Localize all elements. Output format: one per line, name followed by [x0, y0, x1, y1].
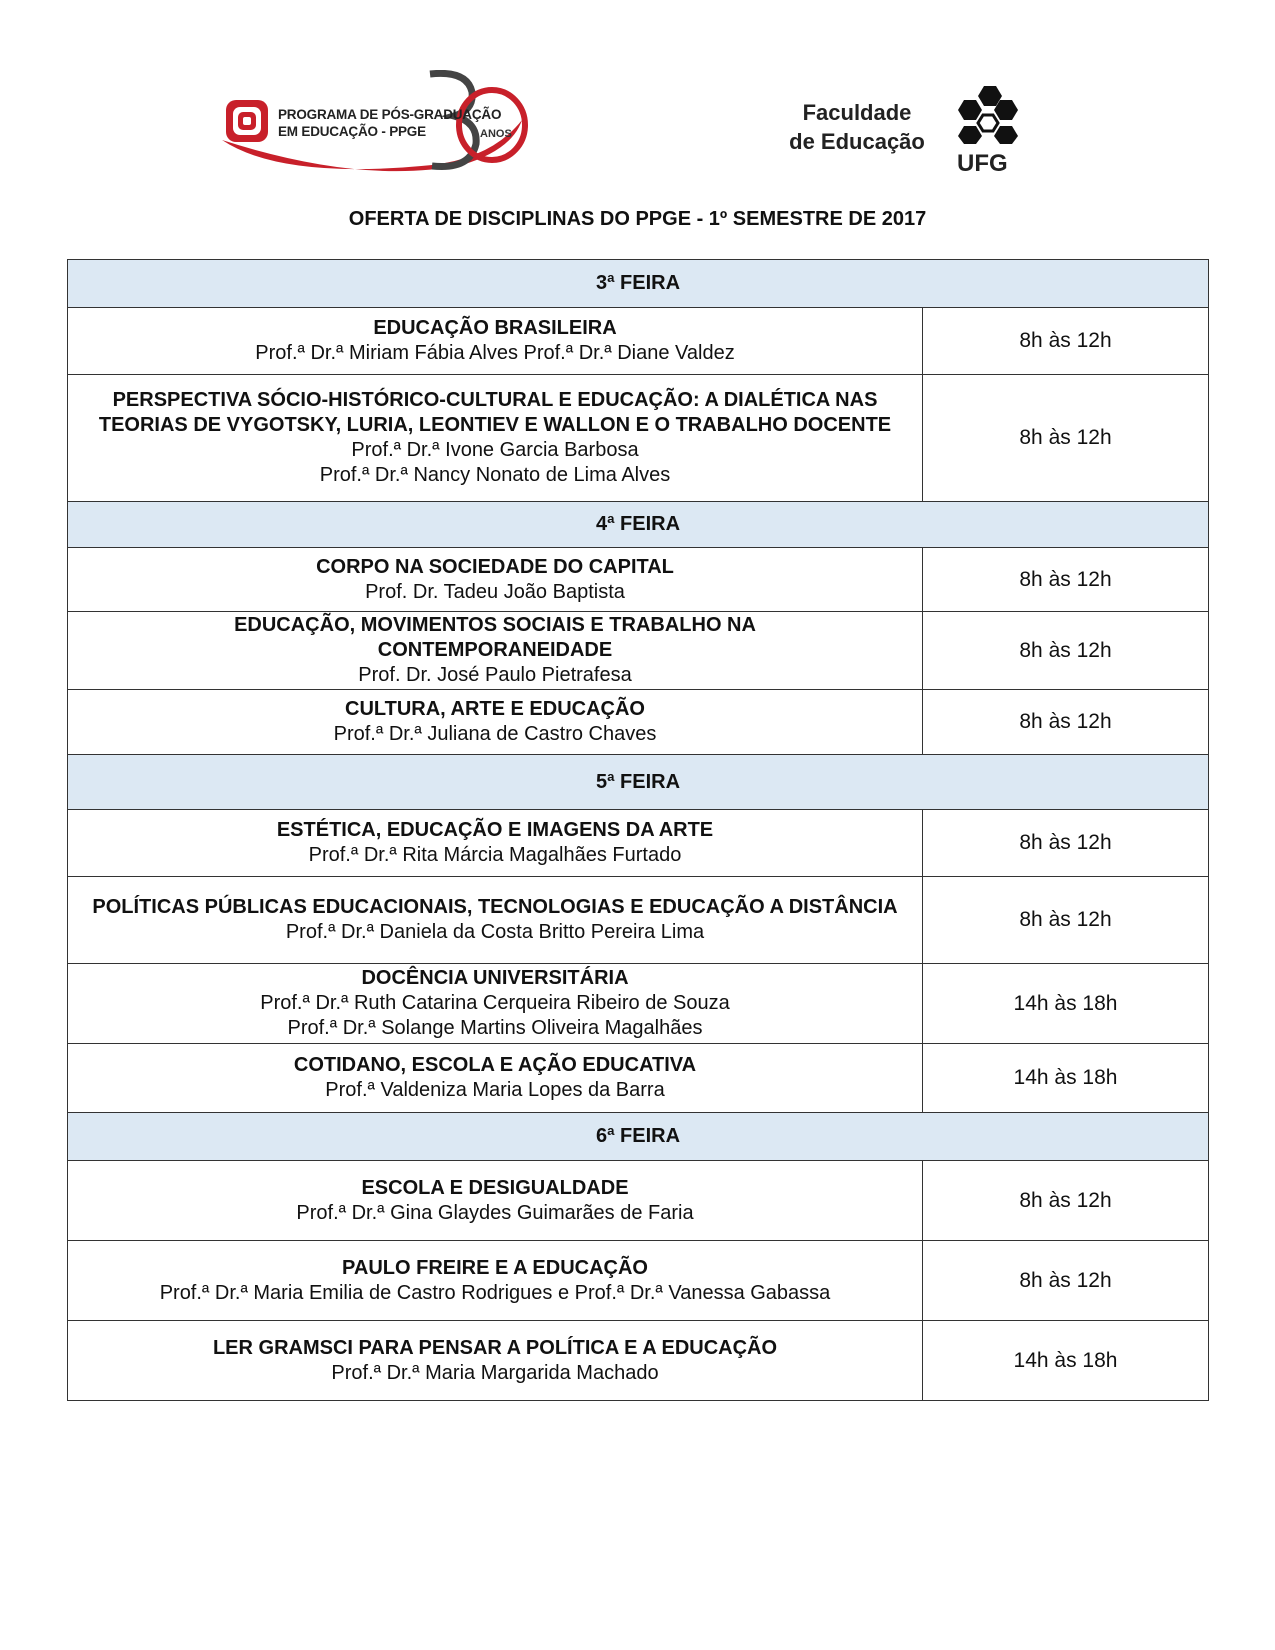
- course-time: 8h às 12h: [923, 810, 1209, 877]
- course-title: ESTÉTICA, EDUCAÇÃO E IMAGENS DA ARTE: [276, 819, 714, 841]
- course-professor: Prof.ª Dr.ª Maria Margarida Machado: [331, 1361, 659, 1384]
- table-row: [68, 548, 1209, 612]
- ufg-hexagons-icon: [956, 84, 1020, 151]
- table-row: [68, 1044, 1209, 1113]
- course-cell: [68, 690, 923, 755]
- day-header-row: [68, 502, 1209, 548]
- day-header-wednesday: 4ª FEIRA: [68, 502, 1209, 548]
- day-header-row: [68, 755, 1209, 810]
- fe-ufg-logo: [782, 90, 1022, 180]
- course-time: 8h às 12h: [923, 1161, 1209, 1241]
- ufg-logo-text: UFG: [957, 150, 1008, 177]
- course-title: CORPO NA SOCIEDADE DO CAPITAL: [316, 555, 674, 578]
- course-cell: [68, 1044, 923, 1113]
- course-time: 14h às 18h: [923, 1321, 1209, 1401]
- course-time: 8h às 12h: [923, 1241, 1209, 1321]
- table-row: [68, 375, 1209, 502]
- ppge-logo-anos: ANOS: [480, 128, 512, 140]
- course-time: 14h às 18h: [923, 1044, 1209, 1113]
- course-cell: [68, 548, 923, 612]
- course-cell: [68, 1321, 923, 1401]
- course-professor: Prof.ª Dr.ª Juliana de Castro Chaves: [333, 723, 657, 745]
- course-title: CULTURA, ARTE E EDUCAÇÃO: [345, 698, 645, 720]
- course-title: EDUCAÇÃO BRASILEIRA: [373, 317, 617, 339]
- table-row: [68, 1241, 1209, 1321]
- ppge-logo-line1: PROGRAMA DE PÓS-GRADUAÇÃO: [278, 107, 502, 122]
- table-row: [68, 1321, 1209, 1401]
- course-title: EDUCAÇÃO, MOVIMENTOS SOCIAIS E TRABALHO NA CONTEMPORANEIDADE: [234, 614, 756, 661]
- course-title: LER GRAMSCI PARA PENSAR A POLÍTICA E A EDUCAÇÃO: [212, 1336, 778, 1359]
- course-professor: Prof.ª Dr.ª Ruth Catarina Cerqueira Ribeiro de Souza: [260, 992, 730, 1014]
- course-professor: Prof.ª Dr.ª Nancy Nonato de Lima Alves: [319, 464, 671, 486]
- course-title: COTIDANO, ESCOLA E AÇÃO EDUCATIVA: [293, 1054, 697, 1076]
- course-professor: Prof.ª Dr.ª Daniela da Costa Britto Pereira Lima: [285, 921, 705, 943]
- course-professor: Prof. Dr. Tadeu João Baptista: [365, 580, 625, 603]
- table-row: [68, 810, 1209, 877]
- course-time: 8h às 12h: [923, 690, 1209, 755]
- course-time: 8h às 12h: [923, 375, 1209, 502]
- schedule-table: [67, 259, 1209, 1401]
- course-professor: Prof.ª Dr.ª Rita Márcia Magalhães Furtado: [308, 844, 682, 866]
- course-professor: Prof. Dr. José Paulo Pietrafesa: [358, 664, 632, 686]
- day-header-row: [68, 1113, 1209, 1161]
- course-title: POLÍTICAS PÚBLICAS EDUCACIONAIS, TECNOLOGIAS E EDUCAÇÃO A DISTÂNCIA: [92, 896, 898, 918]
- course-professor: Prof.ª Dr.ª Gina Glaydes Guimarães de Faria: [296, 1201, 694, 1224]
- fe-logo-line2: de Educação: [789, 129, 925, 154]
- course-cell: [68, 1161, 923, 1241]
- table-row: [68, 964, 1209, 1044]
- course-time: 14h às 18h: [923, 964, 1209, 1044]
- table-row: [68, 877, 1209, 964]
- course-time: 8h às 12h: [923, 612, 1209, 690]
- table-row: [68, 612, 1209, 690]
- course-cell: [68, 612, 923, 690]
- table-row: [68, 690, 1209, 755]
- day-header-friday: 6ª FEIRA: [68, 1113, 1209, 1161]
- course-time: 8h às 12h: [923, 308, 1209, 375]
- day-header-tuesday: 3ª FEIRA: [68, 260, 1209, 308]
- course-title: DOCÊNCIA UNIVERSITÁRIA: [361, 967, 629, 989]
- course-title: PERSPECTIVA SÓCIO-HISTÓRICO-CULTURAL E EDUCAÇÃO: A DIALÉTICA NAS TEORIAS DE VYGOTSKY, LURIA, LEONTIEV E WALLON E O TRABALHO DOCENTE: [98, 389, 892, 436]
- table-row: [68, 1161, 1209, 1241]
- ppge-logo-line2: EM EDUCAÇÃO - PPGE: [278, 124, 426, 139]
- course-professor: Prof.ª Dr.ª Maria Emilia de Castro Rodrigues e Prof.ª Dr.ª Vanessa Gabassa: [159, 1281, 831, 1304]
- course-title: PAULO FREIRE E A EDUCAÇÃO: [342, 1256, 648, 1279]
- course-professor: Prof.ª Dr.ª Solange Martins Oliveira Magalhães: [287, 1017, 703, 1039]
- fe-logo-line1: Faculdade: [802, 100, 912, 125]
- course-time: 8h às 12h: [923, 877, 1209, 964]
- ppge-logo: [222, 70, 542, 180]
- course-cell: [68, 375, 923, 502]
- course-cell: [68, 810, 923, 877]
- course-time: 8h às 12h: [923, 548, 1209, 612]
- day-header-thursday: 5ª FEIRA: [68, 755, 1209, 810]
- table-row: [68, 308, 1209, 375]
- course-cell: [68, 308, 923, 375]
- course-title: ESCOLA E DESIGUALDADE: [361, 1176, 629, 1199]
- course-professor: Prof.ª Dr.ª Miriam Fábia Alves Prof.ª Dr.ª Diane Valdez: [255, 342, 735, 364]
- course-professor: Prof.ª Dr.ª Ivone Garcia Barbosa: [351, 439, 639, 461]
- day-header-row: [68, 260, 1209, 308]
- course-cell: [68, 964, 923, 1044]
- course-professor: Prof.ª Valdeniza Maria Lopes da Barra: [325, 1079, 665, 1101]
- page-title: OFERTA DE DISCIPLINAS DO PPGE - 1º SEMESTRE DE 2017: [348, 208, 927, 230]
- course-cell: [68, 877, 923, 964]
- course-cell: [68, 1241, 923, 1321]
